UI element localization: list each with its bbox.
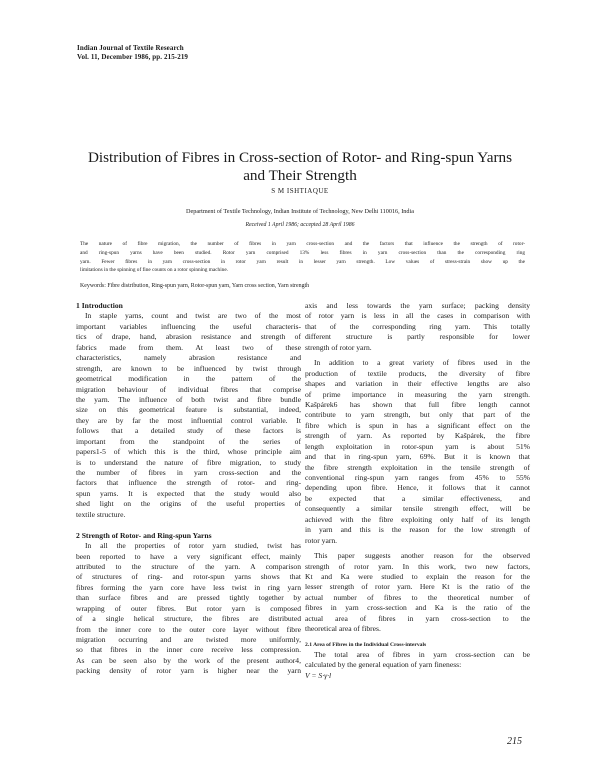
body-line: geometrical modification in the pattern of the xyxy=(76,374,301,384)
body-line: important from the standpoint of the series of xyxy=(76,436,301,446)
abstract-line: and ring-spun yarns have been studied. Rotor yarn comprised 13% less fibres in yarn cross-section than the corresponding ring xyxy=(80,249,525,256)
paragraph xyxy=(305,650,530,681)
body-line: migration behaviour of individual fibres that comprise xyxy=(76,384,301,394)
body-line: calculated by the general equation of yarn fineness: xyxy=(305,660,462,670)
section-2-body xyxy=(76,541,301,677)
body-line: they are by far the most influential control variable. It xyxy=(76,415,301,425)
body-line: strength of rotor yarn. In this work, two new factors, xyxy=(305,561,530,571)
title-line-2: and Their Strength xyxy=(243,167,357,184)
body-line: from the inner core to the outer core layer without fibre xyxy=(76,624,301,634)
body-line: been reported to have a very significant effect, mainly xyxy=(76,551,301,561)
body-line: be expected that a similar effectiveness, and xyxy=(305,493,530,503)
equation-line: V = S·γ·l xyxy=(305,670,332,680)
body-line: textile structure. xyxy=(76,509,126,519)
body-line: wrapping of outer fibres. But rotor yarn is composed xyxy=(76,603,301,613)
body-line: strength of rotor yarn. xyxy=(305,342,372,352)
body-line: that of the corresponding ring yarn. This totally xyxy=(305,321,530,331)
body-line: the number of fibres in yarn cross-section and the xyxy=(76,468,301,477)
body-line: fibres in yarn cross-section and Ka is the ratio of the xyxy=(305,603,530,613)
body-line: rotor yarn. xyxy=(305,535,338,545)
body-line: different structure is partly responsible for lower xyxy=(305,332,530,342)
abstract-line: The nature of fibre migration, the number of fibres in yarn cross-section and the factors that influence the strength of rotor- xyxy=(80,241,525,247)
abstract-line: limitations in the spinning of fine counts on a rotor spinning machine. xyxy=(80,267,228,274)
paragraph xyxy=(305,358,530,546)
body-line: In all the properties of rotor yarn studied, twist has xyxy=(85,541,301,551)
body-line: shapes and variation in their effective lengths are also xyxy=(305,379,530,389)
body-line: lesser strength of rotor yarn. Here Kt is the ratio of the xyxy=(305,582,530,592)
abstract-line: yarn. Fewer fibres in yarn cross-section in rotor yarn result in lesser yarn strength. Low values of stress-strain show up the xyxy=(80,258,525,265)
body-line: actual number of fibres to the theoretical number of xyxy=(305,592,530,602)
body-line: in yarn and this is the reason for the low strength of xyxy=(305,525,530,535)
body-line: size on this geometrical feature is substantial, indeed, xyxy=(76,405,301,415)
body-line: of rotor yarn is less in all the cases in comparison with xyxy=(305,311,530,321)
body-line: conventional ring-spun yarn ranges from 45% to 55% xyxy=(305,473,530,482)
journal-header xyxy=(77,44,188,62)
body-line: strength of yarn. As reported by Kašpárek, the fibre xyxy=(305,431,530,441)
body-line: theoretical area of fibres. xyxy=(305,624,381,634)
body-line: Kašpárek6 has shown that full fibre length cannot xyxy=(305,399,530,409)
body-line: strength, are known to be influenced by twist through xyxy=(76,363,301,373)
author-affiliation: Department of Textile Technology, Indian Institute of Technology, New Delhi 110016, India xyxy=(186,208,414,215)
section-2-heading: 2 Strength of Rotor- and Ring-spun Yarns xyxy=(76,530,212,540)
section-1-body xyxy=(76,311,301,520)
paragraph xyxy=(305,551,530,635)
body-line: depending upon fibre. Hence, it follows that it cannot xyxy=(305,483,530,493)
body-line: and that in ring-spun yarn, 69%. But it is known that xyxy=(305,452,530,462)
body-line: This paper suggests another reason for the observed xyxy=(314,551,530,561)
subsection-2-1-heading: 2.1 Area of Fibres in the Individual Cross-intervals xyxy=(305,641,427,648)
body-line: In addition to a great variety of fibres used in the xyxy=(314,358,530,368)
body-line: As can be seen also by the work of the present author4, xyxy=(76,655,301,665)
paper-title xyxy=(60,149,540,185)
section-1-heading: 1 Introduction xyxy=(76,301,123,310)
body-line: fibre which is spun in has a significant effect on the xyxy=(305,420,530,430)
body-line: is to understand the nature of fibre migration, to study xyxy=(76,457,301,467)
body-line: of structures of ring- and rotor-spun yarns shows that xyxy=(76,572,301,582)
body-line: achieved with the fibre exploiting only half of its length xyxy=(305,514,530,524)
body-line: fibres forming the yarn core have less twist in ring yarn xyxy=(76,582,301,592)
body-line: than surface fibres and are pressed tightly together by xyxy=(76,593,301,603)
body-line: packing density of rotor yarn is higher near the yarn xyxy=(76,666,301,676)
journal-volume-line: Vol. 11, December 1986, pp. 215-219 xyxy=(77,53,189,61)
title-line-1: Distribution of Fibres in Cross-section of Rotor- and Ring-spun Yarns xyxy=(87,149,513,166)
body-line: the yarn. The influence of both twist and fibre bundle xyxy=(76,394,301,404)
body-line: attributed to the structure of the yarn. A comparison xyxy=(76,561,301,571)
body-line: Kt and Ka were studied to explain the reason for the xyxy=(305,571,530,581)
body-line: characteristics, namely abrasion resistance and xyxy=(76,353,301,363)
body-line: production of textile products, the diversity of fibre xyxy=(305,368,530,378)
received-accepted-dates: Received 1 April 1986; accepted 28 April 1986 xyxy=(245,222,355,228)
body-line: fabrics made from them. At least two of these xyxy=(76,342,301,352)
body-line: tics of drape, hand, abrasion resistance and strength of xyxy=(76,332,301,342)
body-line: follows that a detailed study of these factors is xyxy=(76,426,301,436)
body-line: shed light on the origins of the useful properties of xyxy=(76,499,301,509)
body-line: factors that influence the strength of rotor- and ring- xyxy=(76,478,301,488)
body-line: actual area of fibres in yarn cross-section to the xyxy=(305,613,530,623)
body-line: papers1-5 of which this is the third, whose principle aim xyxy=(76,447,301,457)
body-line: contribute to yarn strength, but only that part of the xyxy=(305,410,530,420)
body-line: of a single helical structure, the fibres are distributed xyxy=(76,614,301,624)
body-line: important variables influencing the useful characteris- xyxy=(76,321,301,331)
body-line: axis and less towards the yarn surface; packing density xyxy=(305,301,530,310)
abstract xyxy=(80,240,525,275)
right-column xyxy=(305,301,530,681)
body-line: consequently a similar tensile strength effect, will be xyxy=(305,504,530,514)
body-line: the fibre strength exploitation in the tensile strength of xyxy=(305,462,530,472)
spacer xyxy=(76,520,301,530)
body-line: of prime importance in measuring the yarn strength. xyxy=(305,389,530,399)
left-column xyxy=(76,301,301,677)
keywords: Keywords: Fibre distribution, Ring-spun yarn, Rotor-spun yarn, Yarn cross section, Yarn strength xyxy=(80,283,310,289)
journal-name: Indian Journal of Textile Research xyxy=(77,44,184,52)
page-number: 215 xyxy=(507,736,522,747)
body-line: length exploitation in rotor-spun yarn is about 51% xyxy=(305,441,530,451)
paragraph xyxy=(305,301,530,353)
body-line: The total area of fibres in yarn cross-section can be xyxy=(314,650,530,659)
body-line: In staple yarns, count and twist are two of the most xyxy=(85,311,301,321)
author-name: S M ISHTIAQUE xyxy=(271,187,329,195)
body-line: migration occurring and are twisted more uniformly, xyxy=(76,635,301,644)
body-line: spun yarns. It is expected that the study would also xyxy=(76,488,301,498)
body-line: so that fibres in the inner core receive less compression. xyxy=(76,645,301,655)
